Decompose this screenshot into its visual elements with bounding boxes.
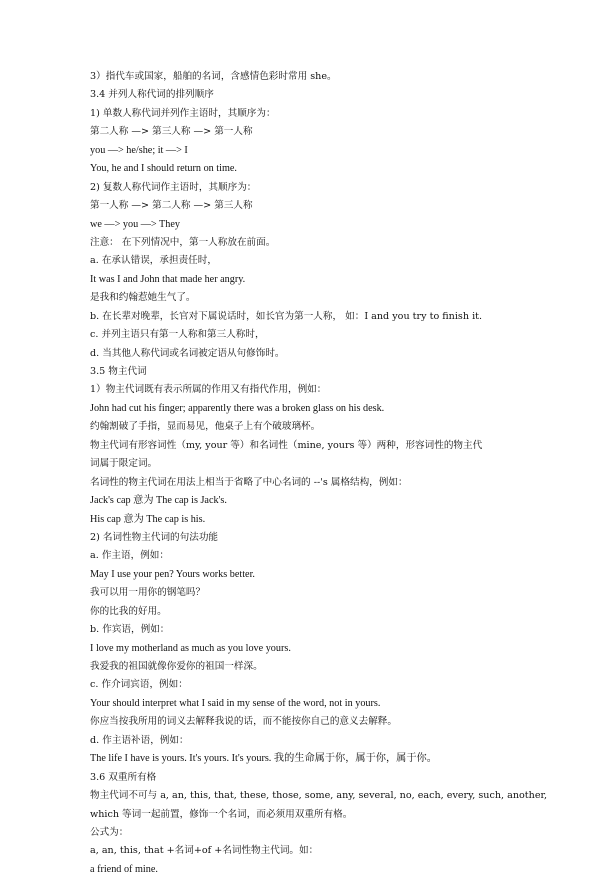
text-line-you-he-i: you —> he/she; it —> I [90, 144, 188, 156]
text-line-we-you-they: we —> you —> They [90, 218, 180, 230]
text-line-singular-order: 1) 单数人称代词并列作主语时，其顺序为： [90, 107, 276, 119]
example-sentence-return: You, he and I should return on time. [90, 163, 237, 175]
heading-3-4: 3.4 并列人称代词的排列顺序 [90, 89, 214, 101]
text-line-determiner: 词属于限定词。 [90, 458, 158, 470]
translation-motherland: 我爱我的祖国就像你爱你的祖国一样深。 [90, 661, 263, 672]
text-line-genitive: 名词性的物主代词在用法上相当于省略了中心名词的 --'s 属格结构，例如： [90, 476, 408, 488]
text-line-order-1-2-3: 第一人称 —> 第二人称 —> 第三人称 [90, 200, 253, 212]
text-line-as-object: b. 作宾语，例如： [90, 624, 170, 636]
translation-angry: 是我和约翰惹她生气了。 [90, 292, 196, 304]
text-line-double-possessive-2: which 等词一起前置，修饰一个名词，而必须用双重所有格。 [90, 808, 353, 820]
text-line-possessive-function: 1）物主代词既有表示所属的作用又有指代作用，例如： [90, 384, 327, 396]
example-friend-of-mine: a friend of mine. [90, 863, 158, 875]
example-sentence-pen: May I use your pen? Yours works better. [90, 568, 255, 580]
heading-3-5: 3.5 物主代词 [90, 366, 147, 377]
text-line-double-possessive-1: 物主代词不可与 a, an, this, that, these, those, some, any, several, no, each, every, such, another, [90, 790, 548, 802]
text-line-formula-label: 公式为： [90, 826, 129, 838]
text-line-plural-order: 2) 复数人称代词作主语时，其顺序为： [90, 181, 257, 193]
text-line-case-b: b. 在长辈对晚辈，长官对下属说话时，如长官为第一人称， 如：I and you try to finish it. [90, 310, 483, 322]
text-line-order-2-3-1: 第二人称 —> 第三人称 —> 第一人称 [90, 126, 253, 138]
text-line-note: 注意： 在下列情况中，第一人称放在前面。 [90, 236, 276, 248]
text-line-case-c: c. 并列主语只有第一人称和第三人称时， [90, 329, 265, 341]
text-line-as-complement: d. 作主语补语，例如： [90, 734, 189, 746]
text-line-formula: a, an, this, that +名词+of +名词性物主代词。如： [90, 845, 319, 857]
document-body [90, 68, 548, 879]
example-sentence-finger: John had cut his finger; apparently there was a broken glass on his desk. [90, 402, 385, 414]
translation-interpret: 你应当按我所用的词义去解释我说的话，而不能按你自己的意义去解释。 [90, 716, 397, 728]
example-his-cap: His cap 意为 The cap is his. [90, 513, 206, 525]
example-sentence-angry: It was I and John that made her angry. [90, 273, 246, 285]
text-line-syntax-function: 2) 名词性物主代词的句法功能 [90, 531, 219, 543]
translation-finger: 约翰割破了手指，显而易见，他桌子上有个破玻璃杯。 [90, 421, 321, 433]
example-jacks-cap: Jack's cap 意为 The cap is Jack's. [90, 495, 227, 507]
heading-3-6: 3.6 双重所有格 [90, 771, 157, 783]
example-sentence-motherland: I love my motherland as much as you love yours. [90, 642, 291, 654]
text-line-possessive-types: 物主代词有形容词性（my, your 等）和名词性（mine, yours 等）两种，形容词性的物主代 [90, 439, 483, 451]
translation-pen-1: 我可以用一用你的钢笔吗？ [90, 587, 206, 599]
text-line-as-prep-object: c. 作介词宾语，例如： [90, 679, 188, 691]
text-line-case-d: d. 当其他人称代词或名词被定语从句修饰时。 [90, 347, 285, 359]
example-sentence-interpret: Your should interpret what I said in my sense of the word, not in yours. [90, 697, 381, 709]
example-sentence-life: The life I have is yours. It's yours. It's yours. 我的生命属于你，属于你，属于你。 [90, 753, 437, 765]
text-line-case-a: a. 在承认错误，承担责任时， [90, 255, 217, 267]
text-line-point-3-ship: 3）指代车或国家，船舶的名词，含感情色彩时常用 she。 [90, 71, 337, 82]
text-line-as-subject: a. 作主语，例如： [90, 550, 169, 562]
translation-pen-2: 你的比我的好用。 [90, 605, 167, 617]
